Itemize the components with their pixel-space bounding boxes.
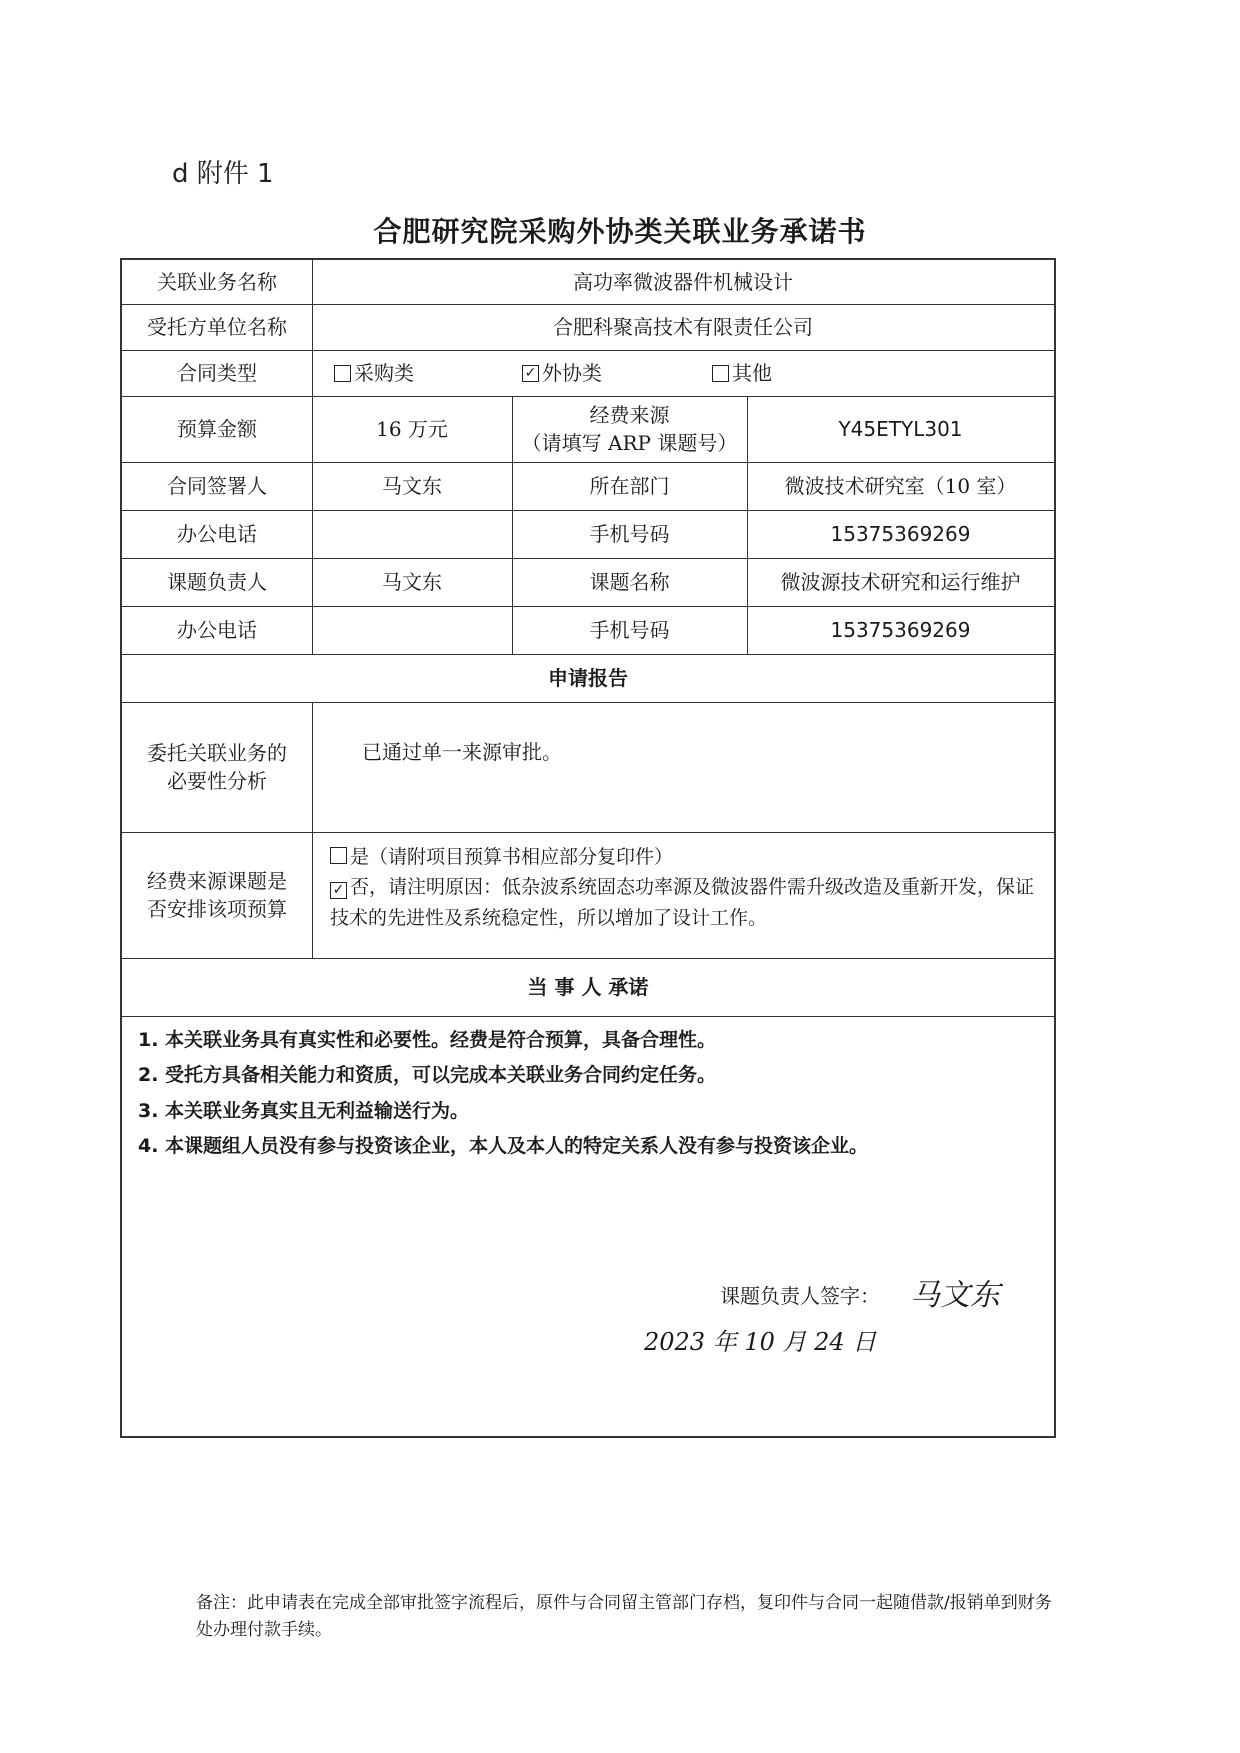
contract-type-other[interactable] [712, 350, 892, 396]
contract-type-outsource[interactable] [522, 350, 702, 396]
mobile-label: 手机号码 [589, 522, 670, 546]
phone2-label: 办公电话 [177, 618, 257, 642]
signature-date: 2023 年 10 月 24 日 [644, 1328, 877, 1356]
option-yes-text: 是（请附项目预算书相应部分复印件） [350, 846, 674, 868]
mobile-value: 15375369269 [830, 522, 971, 546]
fund-source-label [512, 396, 747, 462]
entrusted-value: 合肥科聚高技术有限责任公司 [553, 315, 813, 339]
necessity-label: 委托关联业务的必要性分析 [147, 741, 287, 793]
mobile2-label: 手机号码 [589, 618, 670, 642]
necessity-text: 已通过单一来源审批。 [362, 740, 562, 764]
budget-plan-label: 经费来源课题是否安排该项预算 [147, 869, 287, 921]
commitment-item: 3. 本关联业务真实且无利益输送行为。 [138, 1099, 470, 1122]
project-value: 微波源技术研究和运行维护 [780, 570, 1021, 594]
commitment-item: 4. 本课题组人员没有参与投资该企业，本人及本人的特定关系人没有参与投资该企业。 [138, 1134, 869, 1157]
phone-label: 办公电话 [177, 522, 257, 546]
option-no[interactable] [330, 872, 1050, 933]
checkbox-other[interactable] [712, 365, 729, 382]
dept-label: 所在部门 [589, 474, 670, 498]
fund-source-value: Y45ETYL301 [838, 417, 963, 441]
contract-type-purchase[interactable] [334, 350, 514, 396]
budget-label: 预算金额 [177, 417, 257, 441]
checkbox-yes[interactable] [330, 847, 347, 864]
attachment-label: d 附件 1 [172, 159, 274, 189]
budget-plan-options [330, 842, 1050, 933]
fund-source-title: 经费来源 [589, 403, 670, 427]
contract-type-outsource-label: 外协类 [542, 361, 602, 385]
entrusted-label: 受托方单位名称 [147, 315, 287, 339]
commitment-item: 2. 受托方具备相关能力和资质，可以完成本关联业务合同约定任务。 [138, 1064, 717, 1087]
application-section-title: 申请报告 [548, 666, 628, 690]
document-title: 合肥研究院采购外协类关联业务承诺书 [373, 215, 867, 248]
leader-label: 课题负责人 [167, 570, 267, 594]
business-name-label: 关联业务名称 [157, 270, 277, 294]
checkbox-no[interactable]: ✓ [330, 882, 347, 899]
commitment-list [138, 1024, 1038, 1165]
phone2-value [312, 606, 512, 654]
option-no-text: 否，请注明原因：低杂波系统固态功率源及微波器件需升级改造及重新开发，保证技术的先进性及系统稳定性，所以增加了设计工作。 [330, 876, 1035, 929]
handwritten-signature: 马文东 [910, 1278, 1000, 1313]
budget-value: 16 万元 [376, 417, 448, 441]
checkbox-outsource[interactable]: ✓ [522, 365, 539, 382]
business-name-value: 高功率微波器件机械设计 [573, 270, 793, 294]
commitment-form [120, 258, 1056, 1438]
project-label: 课题名称 [589, 570, 670, 594]
commitment-item: 1. 本关联业务具有真实性和必要性。经费是符合预算，具备合理性。 [138, 1029, 717, 1051]
mobile2-value: 15375369269 [830, 618, 971, 642]
option-yes[interactable] [330, 842, 1050, 872]
dept-value: 微波技术研究室（10 室） [784, 474, 1017, 498]
contract-type-other-label: 其他 [732, 361, 772, 385]
signer-label: 合同签署人 [167, 474, 267, 498]
leader-value: 马文东 [382, 570, 442, 594]
signer-value: 马文东 [382, 474, 442, 498]
checkbox-purchase[interactable] [334, 365, 351, 382]
fund-source-hint: （请填写 ARP 课题号） [521, 431, 738, 455]
commitment-section-title: 当 事 人 承诺 [527, 975, 649, 999]
phone-value [312, 510, 512, 558]
contract-type-purchase-label: 采购类 [354, 361, 414, 385]
signature-label: 课题负责人签字： [720, 1284, 880, 1308]
footer-note: 备注：此申请表在完成全部审批签字流程后，原件与合同留主管部门存档，复印件与合同一起随借款/报销单到财务处办理付款手续。 [196, 1593, 1052, 1641]
contract-type-label: 合同类型 [177, 361, 257, 385]
